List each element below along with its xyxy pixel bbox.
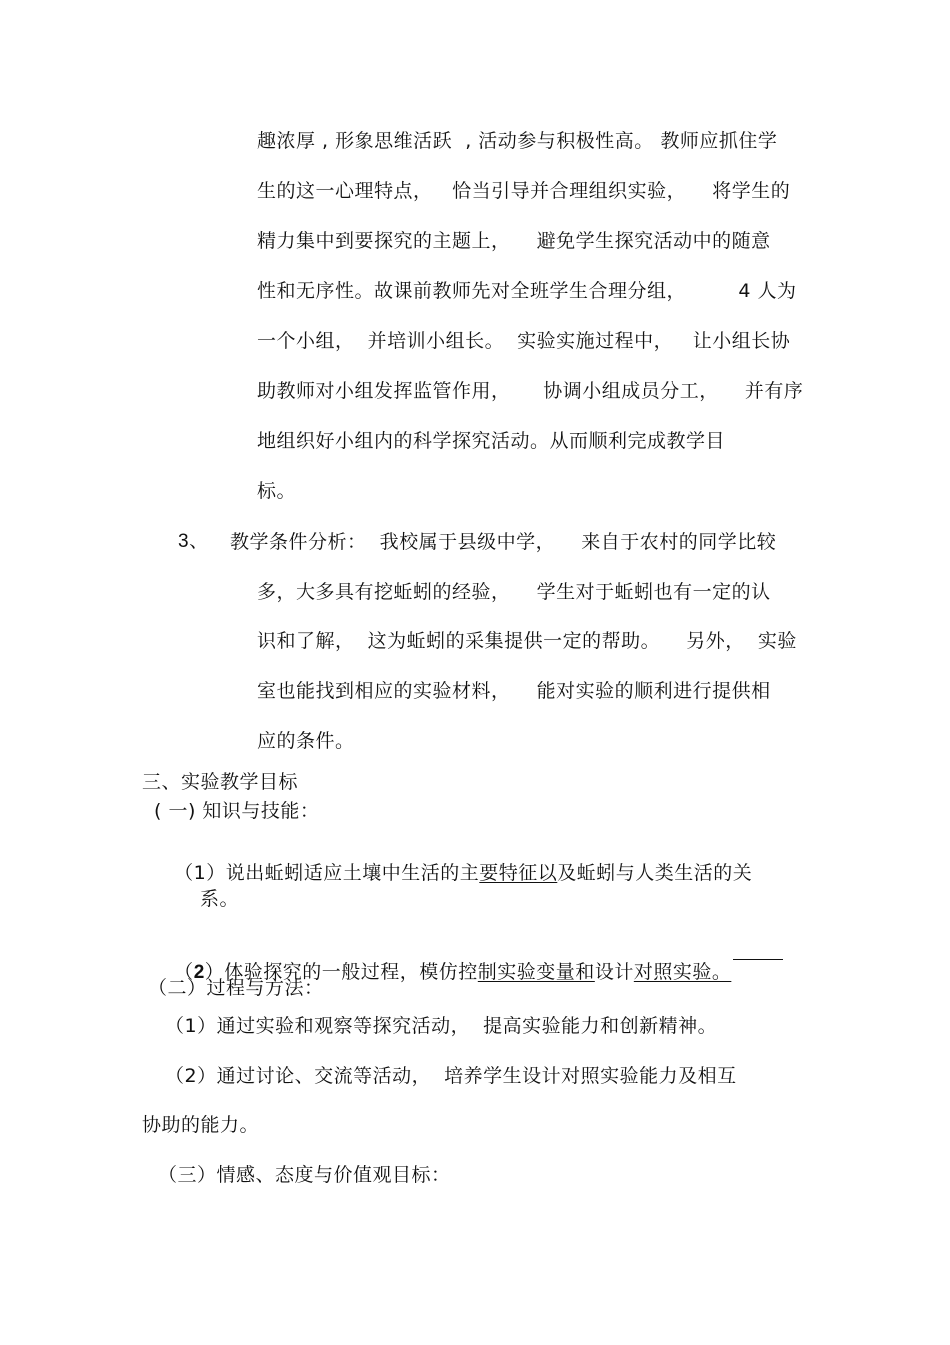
underlined-text: 制实验变量和 — [477, 961, 595, 983]
item-text: 体验探究的一般过程，模仿控 — [224, 961, 478, 983]
list-number: 3、 — [178, 531, 209, 552]
method-item-2: （2）通过讨论、交流等活动， 培养学生设计对照实验能力及相互 — [165, 1065, 737, 1087]
blank-underline — [733, 959, 783, 960]
method-item-1: （1）通过实验和观察等探究活动， 提高实验能力和创新精神。 — [165, 1015, 718, 1037]
paragraph-line: 助教师对小组发挥监管作用， 协调小组成员分工， 并有序 — [257, 380, 804, 402]
paragraph-line: 多，大多具有挖蚯蚓的经验， 学生对于蚯蚓也有一定的认 — [257, 581, 771, 603]
paragraph-line: 生的这一心理特点， 恰当引导并合理组织实验， 将学生的 — [257, 180, 791, 202]
subsection-heading: （二）过程与方法： — [148, 977, 324, 999]
paragraph-line: 室也能找到相应的实验材料， 能对实验的顺利进行提供相 — [257, 680, 771, 702]
item-number: （1） — [174, 862, 226, 884]
paragraph-line: 识和了解， 这为蚯蚓的采集提供一定的帮助。 另外， 实验 — [257, 630, 797, 652]
subsection-heading: ( 一) 知识与技能： — [154, 800, 320, 822]
paragraph-line: 地组织好小组内的科学探究活动。从而顺利完成教学目 — [257, 430, 726, 452]
item-number-close: ） — [204, 961, 225, 983]
underlined-text: 要特征以 — [479, 862, 558, 884]
paragraph-line: 标。 — [257, 480, 297, 502]
item-text: 设计 — [594, 961, 634, 983]
method-item-2-continuation: 协助的能力。 — [142, 1114, 260, 1136]
paragraph-line: 趣浓厚 , 形象思维活跃 , 活动参与积极性高。 教师应抓住学 — [257, 130, 778, 152]
item-number-open: （ — [174, 961, 194, 983]
paragraph-line: 应的条件。 — [257, 730, 355, 752]
paragraph-line: 教学条件分析： 我校属于县级中学， 来自于农村的同学比较 — [230, 531, 777, 553]
item-text: 说出蚯蚓适应土壤中生活的主 — [225, 862, 480, 884]
item-number: 2 — [193, 962, 205, 983]
paragraph-line: 性和无序性。故课前教师先对全班学生合理分组， 4 人为 — [257, 280, 797, 302]
section-heading: 三、实验教学目标 — [142, 771, 299, 793]
goal-item-1-continuation: 系。 — [200, 888, 240, 910]
subsection-heading: （三）情感、态度与价值观目标： — [158, 1164, 451, 1186]
underlined-text: 对照实验。 — [633, 961, 732, 983]
paragraph-line: 精力集中到要探究的主题上， 避免学生探究活动中的随意 — [257, 230, 771, 252]
paragraph-line: 一个小组， 并培训小组长。 实验实施过程中， 让小组长协 — [257, 330, 791, 352]
item-text: 及蚯蚓与人类生活的关 — [557, 862, 753, 884]
